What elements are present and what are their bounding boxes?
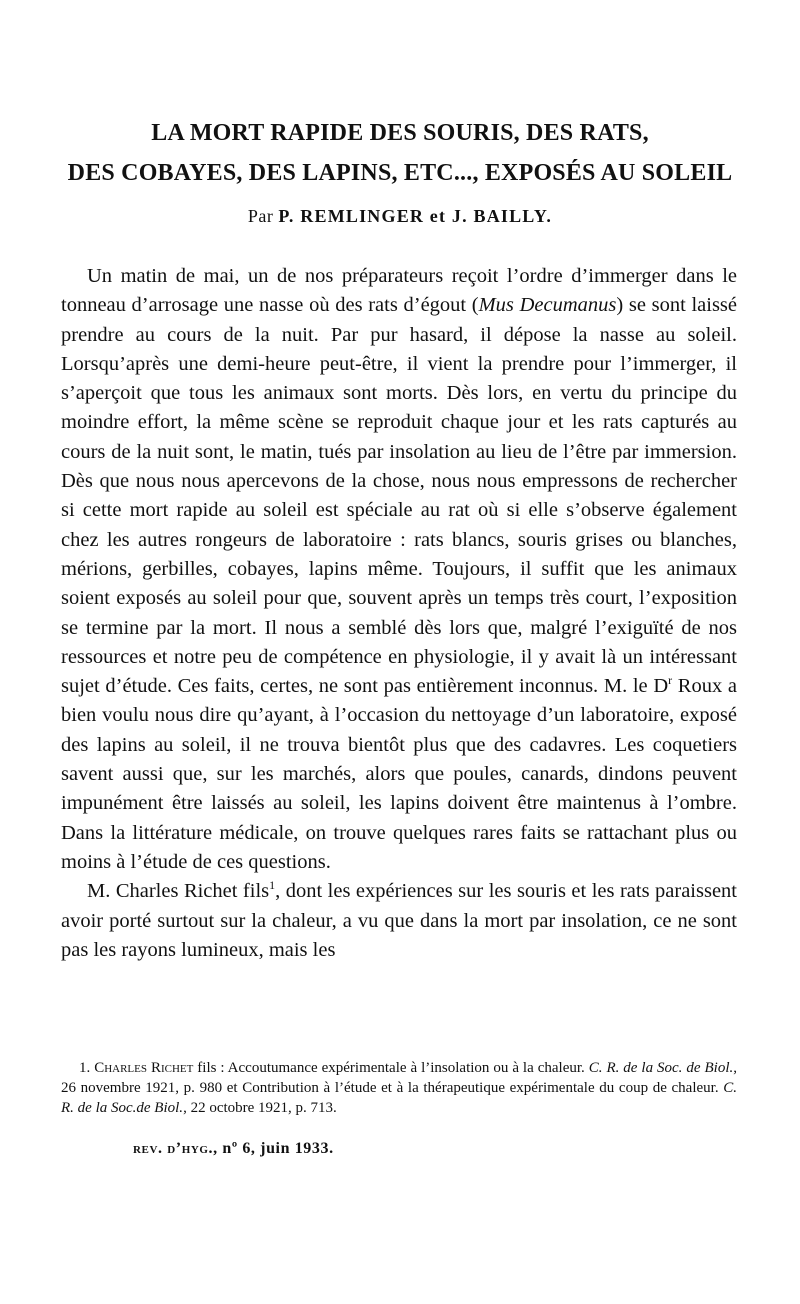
- footer-journal: rev. d’hyg.: [133, 1140, 214, 1157]
- footnote-number: 1.: [79, 1060, 91, 1076]
- footnote-text-b: , 26 novembre 1921, p. 980 et Contribution à l’étude et à la thérapeutique expérimentale du coup de chaleur.: [61, 1060, 737, 1096]
- footnote-text-c: , 22 octobre 1921, p. 713.: [183, 1100, 337, 1116]
- footnote-ref: 1: [269, 878, 276, 893]
- footnote-text-a: fils : Accoutumance expérimentale à l’insolation ou à la chaleur.: [193, 1060, 589, 1076]
- author-names: P. REMLINGER et J. BAILLY.: [278, 206, 553, 226]
- footer-issue: , nº 6, juin 1933.: [213, 1140, 334, 1157]
- footnote: [61, 1058, 737, 1118]
- paragraph-2: [61, 877, 737, 965]
- paragraph-1: [61, 262, 737, 877]
- paragraph-2-text-b: , dont les expériences sur les souris et les rats paraissent avoir porté surtout sur la chaleur, a vu que dans la mort par insolation, ce ne sont pas les rayons lumineux, mais les: [61, 880, 737, 961]
- page-footer: [133, 1140, 334, 1158]
- doctor-abbrev-sup: r: [668, 673, 673, 688]
- paragraph-2-text-a: M. Charles Richet fils: [87, 880, 270, 903]
- footnote-author: Charles Richet: [94, 1060, 194, 1076]
- paragraph-1-text-c: Roux a bien voulu nous dire qu’ayant, à l’occasion du nettoyage d’un laboratoire, exposé des lapins au soleil, il ne trouva bientôt plus que des cadavres. Les coquetiers savent aussi que, sur les marchés, alors que poules, canards, dindons peuvent impunément être laissés au soleil, les lapins doivent être maintenus à l’ombre. Dans la littérature médicale, on trouve quelques rares faits se rattachant plus ou moins à l’étude de ces questions.: [61, 675, 737, 873]
- title-line-2: DES COBAYES, DES LAPINS, ETC..., EXPOSÉS AU SOLEIL: [67, 160, 733, 186]
- footnote-journal-1: C. R. de la Soc. de Biol.: [588, 1060, 734, 1076]
- author-byline: [60, 206, 740, 227]
- article-body: [61, 262, 737, 965]
- paragraph-1-text-a: Un matin de mai, un de nos préparateurs reçoit l’ordre d’immerger dans le tonneau d’arrosage une nasse où des rats d’égout (: [61, 265, 737, 317]
- byline-prefix: Par: [247, 206, 274, 226]
- species-name: Mus Decumanus: [478, 294, 617, 317]
- footnote-1: [61, 1058, 737, 1118]
- article-title: [60, 113, 740, 193]
- paragraph-1-text-b: ) se sont laissé prendre au cours de la nuit. Par pur hasard, il dépose la nasse au soleil. Lorsqu’après une demi-heure peut-être, il vient la prendre pour l’immerger, il s’aperçoit que tous les animaux sont morts. Dès lors, en vertu du principe du moindre effort, la même scène se reproduit chaque jour et les rats capturés au cours de la nuit sont, le matin, tués par insolation au lieu de l’être par immersion. Dès que nous nous apercevons de la chose, nous nous empressons de rechercher si cette mort rapide au soleil est spéciale au rat où si elle s’observe également chez les autres rongeurs de laboratoire : rats blancs, souris grises ou blanches, mérions, gerbilles, cobayes, lapins même. Toujours, il suffit que les animaux soient exposés au soleil pour que, souvent après un temps très court, l’exposition se termine par la mort. Il nous a semblé dès lors que, malgré l’exiguïté de nos ressources et notre peu de compétence en physiologie, il y avait là un intéressant sujet d’étude. Ces faits, certes, ne sont pas entièrement inconnus. M. le D: [61, 294, 737, 698]
- footnote-journal-2: C. R. de la Soc.de Biol.: [61, 1080, 737, 1116]
- title-line-1: LA MORT RAPIDE DES SOURIS, DES RATS,: [151, 120, 649, 146]
